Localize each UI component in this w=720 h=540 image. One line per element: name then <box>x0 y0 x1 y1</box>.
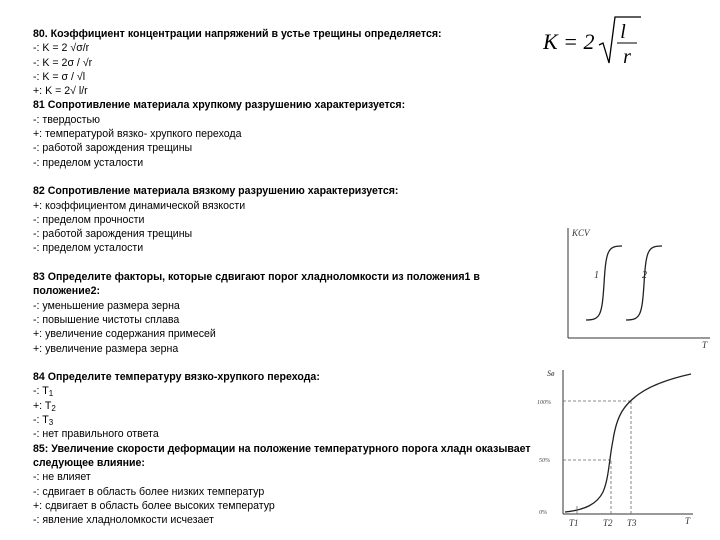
stress-concentration-formula <box>543 13 643 71</box>
x-tick-t3: T3 <box>627 518 637 528</box>
questions-column <box>33 27 553 527</box>
formula-denominator: r <box>623 46 631 68</box>
curve-1 <box>586 246 622 320</box>
answer-option: -: явление хладноломкости исчезает <box>33 514 214 527</box>
answer-option: -: работой зарождения трещины <box>33 142 193 155</box>
answer-option: -: уменьшение размера зерна <box>33 299 180 312</box>
answer-option: -: пределом усталости <box>33 156 144 169</box>
x-tick-t2: T2 <box>603 518 613 528</box>
question-title: 83 Определите факторы, которые сдвигают порог хладноломкости из положения1 в положение2: <box>33 271 480 298</box>
answer-option: +: увеличение размера зерна <box>33 342 179 355</box>
answer-option: -: K = 2σ / √r <box>33 56 93 69</box>
ductile-brittle-shift-chart <box>556 224 716 352</box>
x-axis-label: T <box>685 516 691 526</box>
answer-prefix: +: T <box>33 399 52 412</box>
transition-curve <box>565 374 691 512</box>
y-tick-50: 50% <box>539 458 550 464</box>
y-tick-100: 100% <box>537 400 551 406</box>
answer-option: -: нет правильного ответа <box>33 428 159 441</box>
x-tick-t1: T1 <box>569 518 579 528</box>
question-title: 80. Коэффициент концентрации напряжений в устье трещины определяется: <box>33 28 442 40</box>
answer-option: -: сдвигает в область более низких температур <box>33 485 265 498</box>
answer-option <box>33 399 553 413</box>
answer-option <box>33 413 553 427</box>
curve-2-label: 2 <box>642 270 647 281</box>
answer-option: -: работой зарождения трещины <box>33 228 193 241</box>
answer-option: +: температурой вязко- хрупкого перехода <box>33 128 242 141</box>
answer-option: -: K = σ / √l <box>33 70 86 83</box>
answer-option: -: повышение чистоты сплава <box>33 313 180 326</box>
curve-1-label: 1 <box>594 270 599 281</box>
answer-option: +: увеличение содержания примесей <box>33 328 216 341</box>
x-axis-label: T <box>702 340 708 350</box>
y-tick-0: 0% <box>539 510 547 516</box>
answer-option <box>33 384 553 398</box>
answer-subscript: 1 <box>48 389 54 399</box>
answer-option: +: сдвигает в область более высоких температур <box>33 499 275 512</box>
spacer <box>33 356 553 370</box>
question-title: 81 Сопротивление материала хрупкому разрушению характеризуется: <box>33 99 406 112</box>
question-title: 82 Сопротивление материала вязкому разрушению характеризуется: <box>33 185 399 198</box>
question-title: 84 Определите температуру вязко-хрупкого перехода: <box>33 371 320 384</box>
answer-prefix: -: T <box>33 385 49 398</box>
y-axis-label: KCV <box>572 228 590 238</box>
question-title: 85: Увеличение скорости деформации на положение температурного порога хладн оказывает следующее влияние: <box>33 442 531 469</box>
answer-option: +: коэффициентом динамической вязкости <box>33 199 246 212</box>
answer-option: -: K = 2 √σ/r <box>33 42 90 55</box>
answer-option: -: пределом прочности <box>33 213 145 226</box>
spacer <box>33 170 553 184</box>
answer-option: -: пределом усталости <box>33 242 144 255</box>
fracture-appearance-chart <box>535 364 700 534</box>
y-axis-label: Sв <box>547 369 555 378</box>
formula-numerator: l <box>620 21 626 43</box>
answer-option: -: твердостью <box>33 113 101 126</box>
answer-prefix: -: T <box>33 414 49 427</box>
answer-option: -: не влияет <box>33 471 91 484</box>
answer-subscript: 2 <box>51 403 56 413</box>
formula-lhs: K = 2 <box>543 29 595 54</box>
answer-option: +: K = 2√ l/r <box>33 85 88 98</box>
curve-2 <box>626 246 662 320</box>
answer-subscript: 3 <box>48 418 54 428</box>
spacer <box>33 256 553 270</box>
